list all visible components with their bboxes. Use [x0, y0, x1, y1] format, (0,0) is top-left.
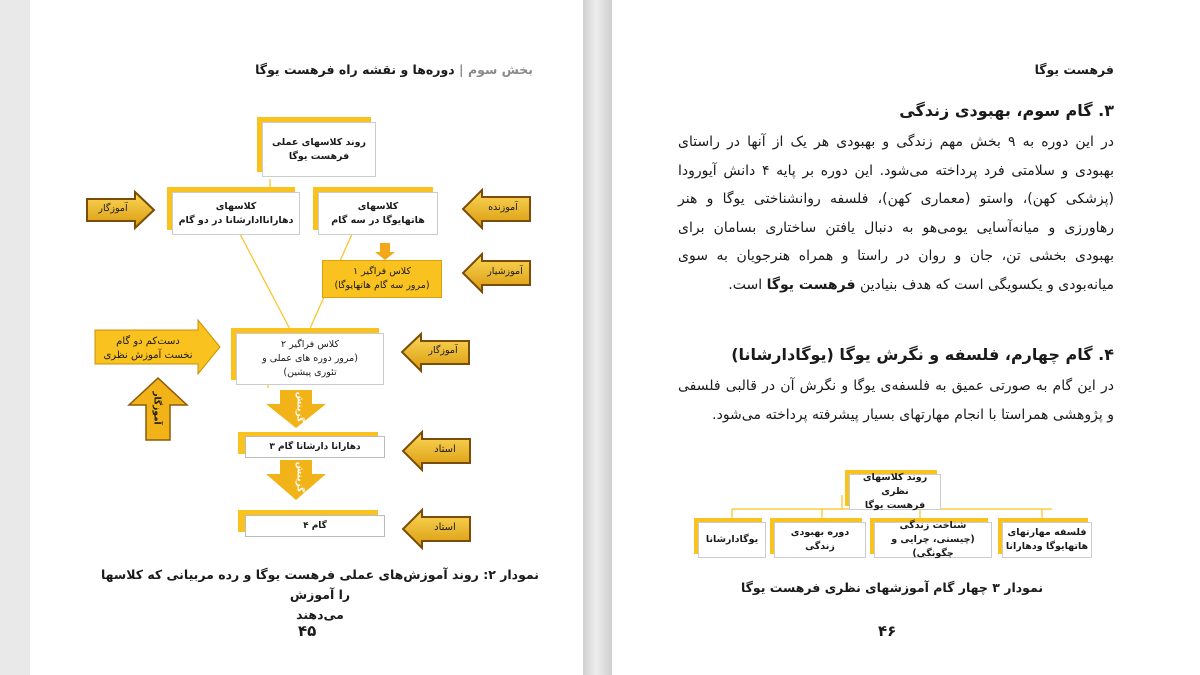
box-line: هاتهایوگا در سه گام — [331, 214, 425, 226]
bold-term: فرهست یوگا — [766, 276, 856, 293]
page-number: ۴۶ — [878, 622, 897, 640]
theory-top-box — [849, 474, 941, 510]
theory-child-1 — [1002, 522, 1092, 558]
practical-classes-box — [262, 122, 376, 177]
step3-label: دهارانا دارشانا گام ۳ — [269, 441, 361, 452]
box-line: دوره بهبودی زندگی — [790, 527, 850, 552]
arrow-label-teacher: آموزگار — [98, 203, 128, 214]
arrow-label-master-1: استاد — [434, 444, 456, 455]
box-line: دهاراناادارشانا در دو گام — [178, 214, 294, 226]
course2-box — [236, 333, 384, 385]
book-gutter — [583, 0, 612, 675]
selection-label-2: گزینش — [294, 461, 305, 493]
step4-label: گام ۴ — [303, 520, 327, 531]
step3-box — [245, 436, 385, 458]
diagram-caption: نمودار ۳ چهار گام آموزشهای نظری فرهست یوگا — [740, 580, 1044, 595]
selection-label-1: گزینش — [294, 391, 305, 423]
box-line: شناخت زندگی — [899, 520, 967, 531]
box-line: فلسفه مهارتهای — [1007, 527, 1087, 538]
section-4-heading: ۴. گام چهارم، فلسفه و نگرش یوگا (یوگادارشانا) — [731, 345, 1114, 364]
box-line: روند کلاسهای عملی — [271, 136, 367, 148]
course1-box — [322, 260, 442, 298]
theory-child-3 — [774, 522, 866, 558]
caption-line: نمودار ۲: روند آموزش‌های عملی فرهست یوگا و رده مربیانی که کلاسها را آموزش — [100, 567, 540, 602]
theory-child-2 — [874, 522, 992, 558]
box-line: کلاس فراگیر ۲ — [281, 339, 339, 350]
caption-line: می‌دهند — [296, 607, 344, 622]
up-arrow-label: آموزگار — [151, 391, 162, 425]
arrow-label-master-2: استاد — [434, 522, 456, 533]
paragraph-tail: است. — [728, 276, 767, 293]
box-line: نخست آموزش نظری — [103, 350, 193, 361]
arrow-label-teacher-2: آموزگار — [428, 345, 458, 356]
step4-box — [245, 515, 385, 537]
header-title: دوره‌ها و نقشه راه فرهست یوگا — [255, 62, 455, 77]
right-page — [612, 0, 1200, 675]
section-4-paragraph: در این گام به صورتی عمیق به فلسفه‌ی یوگا و نگرش آن در قالبی فلسفی و پژوهشی همراستا با انجام مهارتهای بسیار پیشرفته پرداخته می‌شود. — [678, 378, 1114, 423]
arrow-label-trainer: آموزنده — [488, 202, 518, 213]
section-3-heading: ۳. گام سوم، بهبودی زندگی — [899, 101, 1114, 120]
box-line: (مرور سه گام هاتهایوگا) — [334, 280, 430, 291]
hathayoga-classes-box — [318, 192, 438, 235]
box-line: فرهست یوگا — [288, 150, 350, 162]
box-line: یوگادارشانا — [705, 534, 759, 545]
paragraph-text: در این دوره به ۹ بخش مهم زندگی و بهبودی هر یک از آنها در راستای بهبودی و سلامتی فرد پرداخته می‌شود. این دوره بر پایه ۴ دانش آیورودا (پزشکی کهن)، واستو (معماری کهن)، فلسفه روانشناختی یوگا و هنر رهاورزی و میانه‌آسایی یومی‌هو به دنبال یافتن ساختاری بسامان برای بهبودی بخشی تن، جان و روان در راستا و همراه هنرجویان به سوی میانه‌بودی و یکسویگی است که هدف بنیادین — [678, 134, 1114, 293]
header-section: بخش سوم — [467, 62, 533, 77]
box-line: (چیستی، چرایی و چگونگی) — [891, 534, 975, 559]
box-line: کلاس فراگیر ۱ — [353, 266, 411, 277]
page-number: ۴۵ — [298, 622, 317, 640]
box-line: (مرور دوره های عملی و — [262, 353, 358, 364]
box-line: فرهست یوگا — [864, 500, 926, 511]
arrow-label-assistant: آموزشیار — [487, 266, 523, 277]
box-line: کلاسهای — [357, 200, 399, 212]
header-separator: | — [459, 62, 464, 77]
dharana-classes-box — [172, 192, 300, 235]
box-line: روند کلاسهای نظری — [862, 472, 928, 497]
left-page — [30, 0, 583, 675]
box-line: تئوری پیشین) — [283, 367, 337, 378]
diagram-caption — [100, 565, 540, 625]
theory-diagram-lines — [612, 0, 1200, 675]
box-line: دست‌کم دو گام — [116, 336, 180, 347]
box-line: هاتهایوگا ودهارانا — [1005, 541, 1089, 552]
theory-child-4 — [698, 522, 766, 558]
page-header: فرهست یوگا — [1034, 62, 1114, 77]
box-line: کلاسهای — [215, 200, 257, 212]
down-arrow-icon — [375, 243, 395, 260]
target-box — [100, 335, 196, 363]
